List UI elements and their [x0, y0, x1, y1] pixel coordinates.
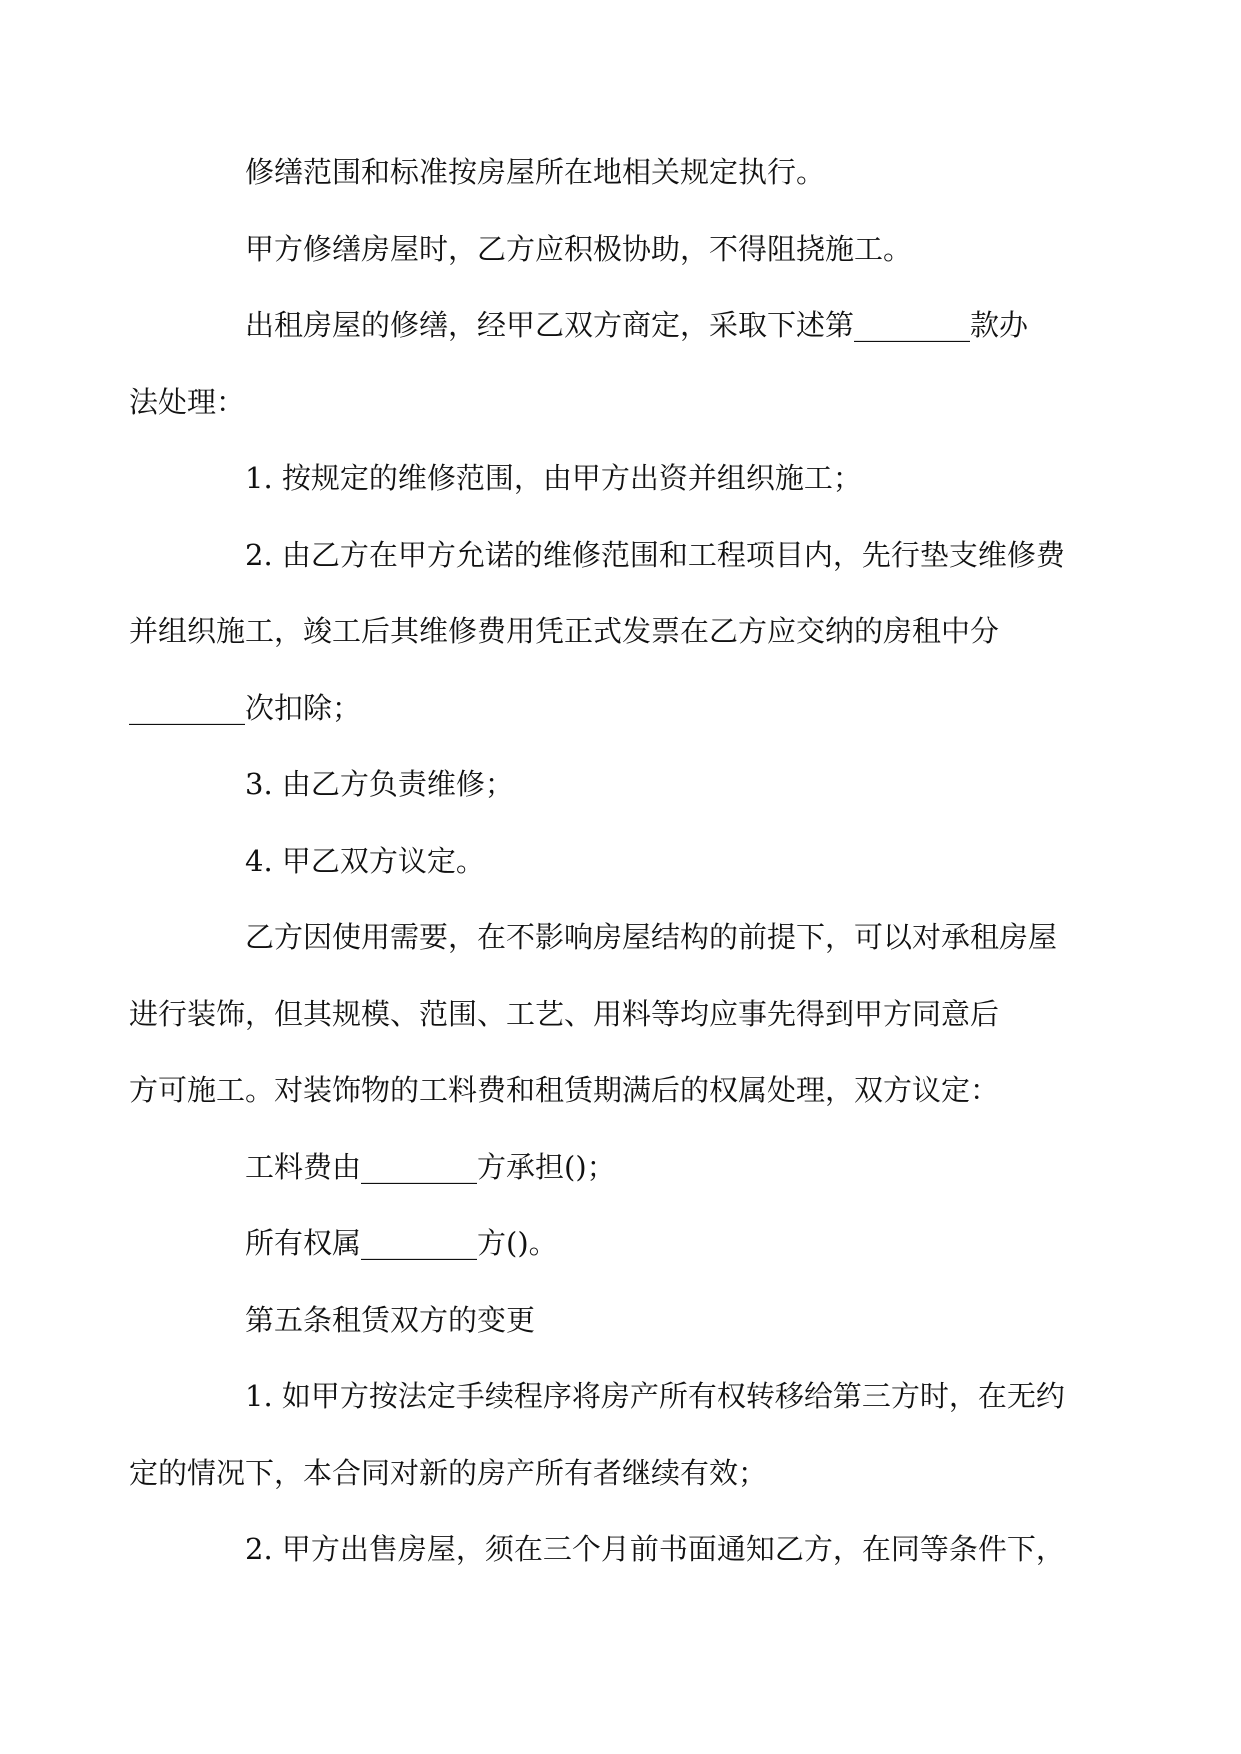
- paragraph: [129, 899, 1058, 1129]
- paragraph: [187, 746, 1057, 823]
- paragraph: [129, 517, 1065, 747]
- text-line: 1. 如甲方按法定手续程序将房产所有权转移给第三方时，在无约: [245, 1379, 1065, 1413]
- paragraph: [187, 134, 1057, 211]
- text-line: 4. 甲乙双方议定。: [245, 843, 485, 878]
- text-line: 并组织施工，竣工后其维修费用凭正式发票在乙方应交纳的房租中分: [129, 614, 1000, 648]
- paragraph: [187, 1205, 1057, 1282]
- paragraph: [187, 1129, 1057, 1206]
- document-body: [129, 134, 1065, 1588]
- text-line: 方可施工。对装饰物的工料费和租赁期满后的权属处理，双方议定：: [129, 1073, 1000, 1107]
- text-line: 工料费由________方承担()；: [245, 1149, 616, 1184]
- text-line: 法处理：: [129, 384, 246, 419]
- paragraph: [129, 287, 1057, 440]
- paragraph: [187, 1511, 1065, 1588]
- paragraph: [187, 211, 1057, 288]
- text-line: 第五条租赁双方的变更: [245, 1302, 536, 1337]
- text-line: 进行装饰，但其规模、范围、工艺、用料等均应事先得到甲方同意后: [129, 996, 1000, 1031]
- text-line: 3. 由乙方负责维修；: [245, 767, 514, 801]
- paragraph: [129, 1358, 1065, 1511]
- text-line: 2. 由乙方在甲方允诺的维修范围和工程项目内，先行垫支维修费: [245, 537, 1065, 572]
- text-line: 出租房屋的修缮，经甲乙双方商定，采取下述第________款办: [245, 308, 1029, 342]
- text-line: 1. 按规定的维修范围，由甲方出资并组织施工；: [245, 461, 862, 495]
- text-line: 2. 甲方出售房屋，须在三个月前书面通知乙方，在同等条件下，: [245, 1532, 1065, 1566]
- text-line: 乙方因使用需要，在不影响房屋结构的前提下，可以对承租房屋: [245, 920, 1058, 954]
- text-line: 修缮范围和标准按房屋所在地相关规定执行。: [245, 155, 826, 189]
- text-line: ________次扣除；: [129, 690, 362, 725]
- text-line: 定的情况下，本合同对新的房产所有者继续有效；: [129, 1455, 768, 1490]
- section-heading: [187, 1282, 1057, 1359]
- text-line: 甲方修缮房屋时，乙方应积极协助，不得阻挠施工。: [245, 231, 913, 266]
- paragraph: [187, 823, 1057, 900]
- paragraph: [187, 440, 1057, 517]
- text-line: 所有权属________方()。: [245, 1226, 558, 1260]
